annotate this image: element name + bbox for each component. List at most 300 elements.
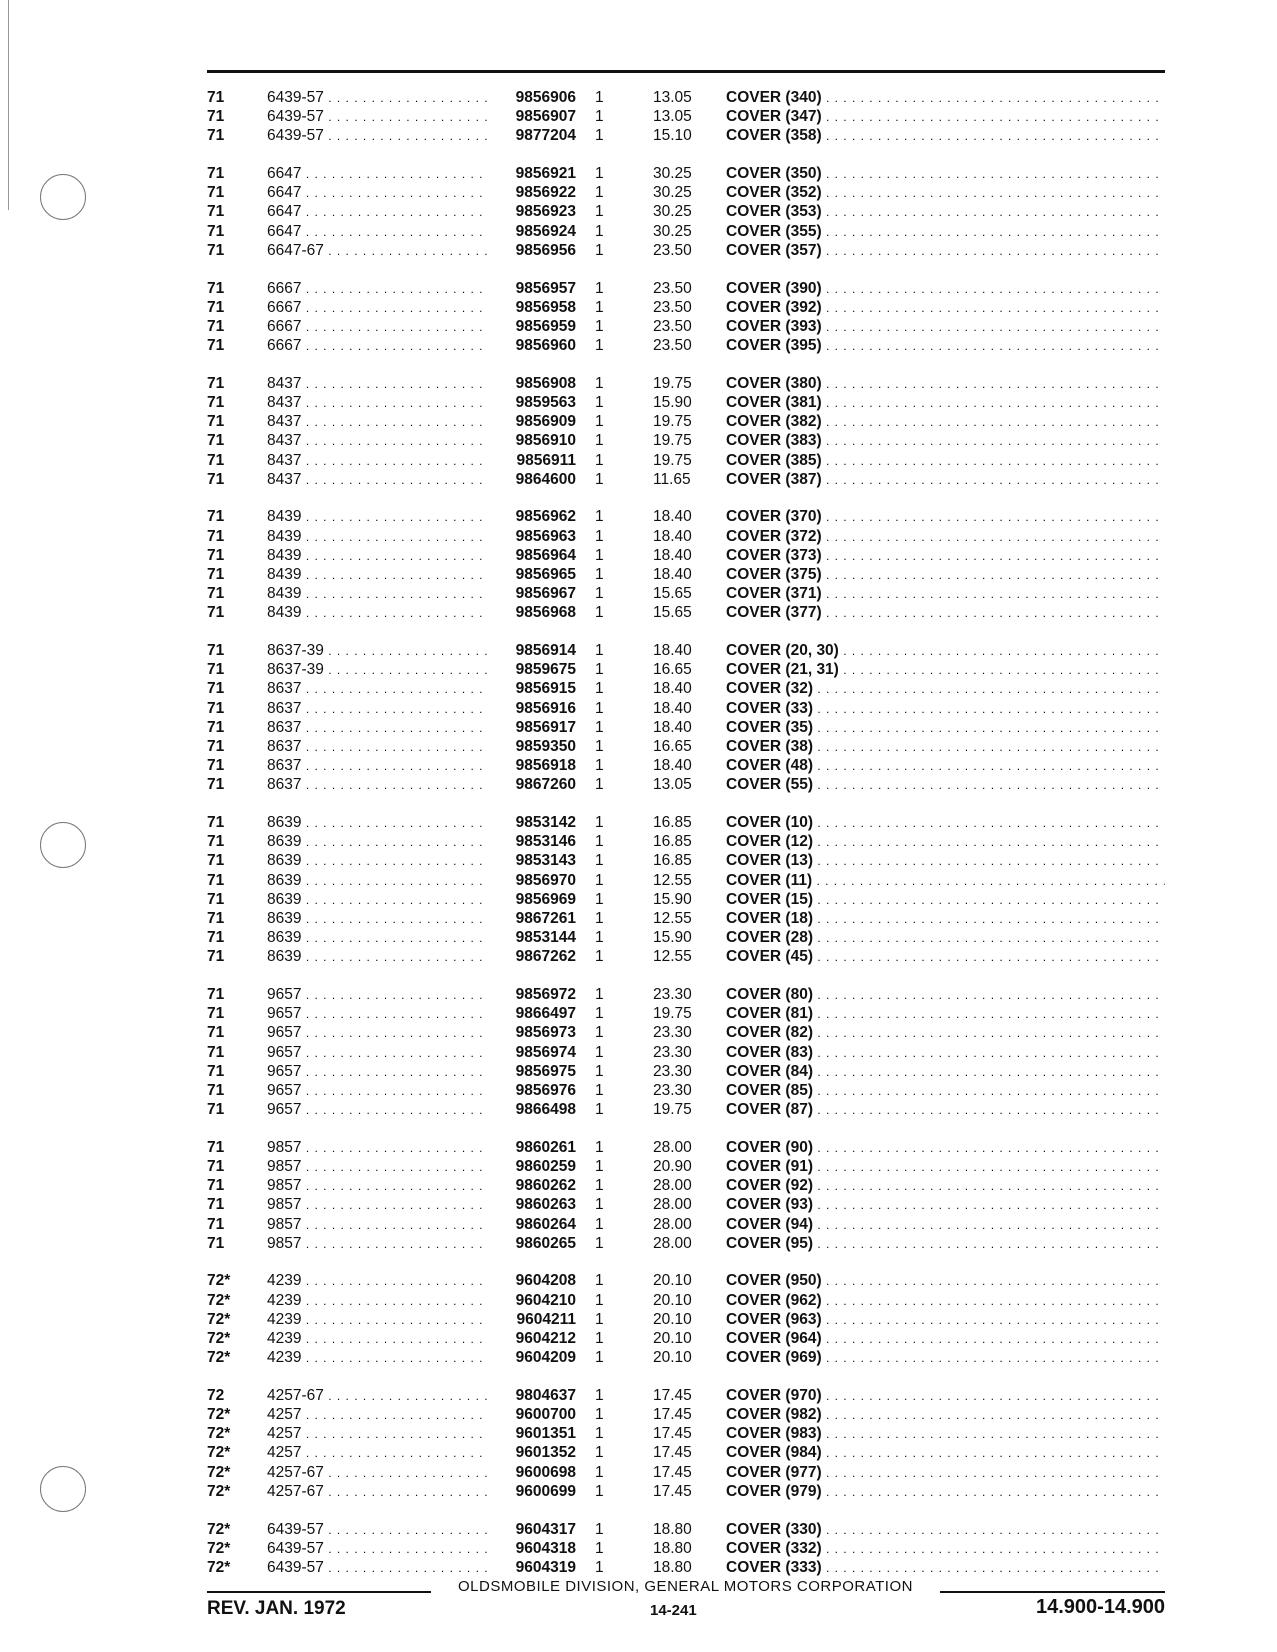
model-year: 72* [207, 1482, 231, 1500]
part-number: 9604212 [492, 1329, 576, 1348]
part-description: COVER (983) . . . [726, 1424, 1165, 1444]
body-style: 9657 . . . [267, 985, 489, 1005]
table-row [207, 507, 1165, 526]
quantity: 1 [595, 986, 604, 1003]
table-row [207, 546, 1165, 565]
part-description: COVER (38) . . . [726, 737, 1165, 757]
body-style: 8437 . . . [267, 431, 489, 451]
model-year: 71 [207, 929, 225, 947]
quantity: 1 [595, 1234, 604, 1252]
part-description: COVER (390) . . . [726, 279, 1165, 299]
part-number: 9856909 [492, 412, 576, 431]
binder-hole-middle [40, 822, 86, 868]
table-row [207, 660, 1165, 679]
model-year: 72* [207, 1330, 231, 1347]
table-row [207, 718, 1165, 737]
table-row [207, 107, 1165, 126]
part-number: 9860263 [492, 1195, 576, 1214]
list-price: 15.90 [653, 929, 692, 947]
list-price: 18.40 [653, 680, 692, 698]
quantity: 1 [595, 222, 604, 240]
model-year: 71 [207, 317, 225, 335]
part-number: 9856906 [492, 88, 576, 107]
part-number: 9856959 [492, 317, 576, 336]
part-number: 9856957 [492, 279, 576, 298]
corporation-name: OLDSMOBILE DIVISION, GENERAL MOTORS CORPORATION [458, 1578, 913, 1595]
part-description: COVER (357) . . . [726, 241, 1165, 261]
parts-group [207, 507, 1165, 622]
model-year: 71 [207, 184, 225, 202]
table-row [207, 1463, 1165, 1482]
list-price: 23.30 [653, 1024, 692, 1042]
model-year: 71 [207, 986, 225, 1003]
list-price: 30.25 [653, 203, 692, 221]
part-description: COVER (18) . . . [726, 909, 1165, 929]
quantity: 1 [595, 508, 604, 526]
part-number: 9860265 [492, 1234, 576, 1253]
list-price: 19.75 [653, 374, 692, 392]
list-price: 11.65 [653, 470, 691, 488]
quantity: 1 [595, 1291, 604, 1309]
part-number: 9860264 [492, 1215, 576, 1234]
body-style: 8639 . . . [267, 890, 489, 910]
body-style: 9657 . . . [267, 1081, 489, 1101]
body-style: 9857 . . . [267, 1138, 489, 1158]
quantity: 1 [595, 604, 604, 622]
table-row [207, 164, 1165, 183]
table-row [207, 890, 1165, 909]
list-price: 19.75 [653, 1005, 692, 1023]
part-description: COVER (358) . . . [726, 126, 1165, 146]
table-row [207, 985, 1165, 1004]
quantity: 1 [595, 929, 604, 947]
list-price: 18.40 [653, 642, 692, 659]
list-price: 16.85 [653, 833, 692, 851]
part-description: COVER (371) . . . [726, 584, 1165, 604]
table-row [207, 1195, 1165, 1214]
part-description: COVER (332) . . . [726, 1539, 1165, 1559]
model-year: 71 [207, 1138, 225, 1156]
list-price: 23.30 [653, 1081, 692, 1099]
body-style: 9857 . . . [267, 1195, 489, 1215]
body-style: 8637 . . . [267, 775, 489, 795]
part-description: COVER (353) . . . [726, 202, 1165, 222]
quantity: 1 [595, 203, 604, 221]
part-description: COVER (33) . . . [726, 699, 1165, 719]
model-year: 71 [207, 1234, 225, 1252]
body-style: 9657 . . . [267, 1100, 489, 1120]
body-style: 6647-67 . . . [267, 241, 489, 261]
part-number: 9856911 [492, 451, 576, 470]
quantity: 1 [595, 432, 604, 450]
part-number: 9853142 [492, 813, 576, 832]
body-style: 9857 . . . [267, 1234, 489, 1254]
list-price: 17.45 [653, 1406, 692, 1424]
table-row [207, 737, 1165, 756]
part-number: 9856924 [492, 222, 576, 241]
model-year: 72 [207, 1386, 225, 1404]
part-number: 9856918 [492, 756, 576, 775]
parts-list [207, 88, 1165, 1596]
part-description: COVER (970) . . . [726, 1386, 1165, 1406]
part-description: COVER (372) . . . [726, 527, 1165, 547]
list-price: 18.80 [653, 1558, 692, 1576]
model-year: 72* [207, 1272, 231, 1290]
part-number: 9859563 [492, 393, 576, 412]
table-row [207, 222, 1165, 241]
body-style: 8639 . . . [267, 947, 489, 967]
quantity: 1 [595, 1158, 604, 1175]
body-style: 8437 . . . [267, 393, 489, 413]
part-number: 9856915 [492, 679, 576, 698]
quantity: 1 [595, 1386, 604, 1404]
list-price: 30.25 [653, 165, 692, 183]
part-number: 9877204 [492, 126, 576, 145]
model-year: 71 [207, 1101, 225, 1119]
model-year: 71 [207, 241, 225, 259]
part-number: 9866497 [492, 1004, 576, 1023]
quantity: 1 [595, 374, 604, 392]
body-style: 8439 . . . [267, 565, 489, 585]
table-row [207, 126, 1165, 145]
part-number: 9866498 [492, 1100, 576, 1119]
table-row [207, 775, 1165, 794]
part-number: 9856907 [492, 107, 576, 126]
list-price: 20.10 [653, 1272, 692, 1290]
model-year: 71 [207, 470, 225, 488]
quantity: 1 [595, 1539, 604, 1557]
table-row [207, 851, 1165, 870]
body-style: 8437 . . . [267, 374, 489, 394]
body-style: 8639 . . . [267, 832, 489, 852]
list-price: 23.30 [653, 1043, 692, 1061]
body-style: 6439-57 . . . [267, 107, 489, 127]
part-number: 9604211 [492, 1310, 576, 1329]
quantity: 1 [595, 1272, 604, 1290]
quantity: 1 [595, 909, 604, 927]
model-year: 71 [207, 374, 225, 392]
body-style: 8639 . . . [267, 851, 489, 871]
model-year: 71 [207, 337, 225, 355]
part-description: COVER (979) . . . [726, 1482, 1165, 1502]
part-number: 9601352 [492, 1443, 576, 1462]
quantity: 1 [595, 279, 604, 297]
quantity: 1 [595, 1101, 604, 1119]
part-number: 9856976 [492, 1081, 576, 1100]
part-description: COVER (395) . . . [726, 336, 1165, 356]
quantity: 1 [595, 565, 604, 583]
quantity: 1 [595, 1444, 604, 1462]
part-description: COVER (84) . . . [726, 1062, 1165, 1082]
part-number: 9856969 [492, 890, 576, 909]
table-row [207, 1424, 1165, 1443]
body-style: 4257 . . . [267, 1405, 489, 1425]
table-row [207, 1405, 1165, 1424]
part-number: 9856972 [492, 985, 576, 1004]
list-price: 17.45 [653, 1386, 692, 1404]
part-description: COVER (55) . . . [726, 775, 1165, 795]
table-row [207, 603, 1165, 622]
table-row [207, 1234, 1165, 1253]
binder-hole-top [40, 174, 86, 220]
part-number: 9856973 [492, 1023, 576, 1042]
part-description: COVER (87) . . . [726, 1100, 1165, 1120]
quantity: 1 [595, 1196, 604, 1214]
part-description: COVER (982) . . . [726, 1405, 1165, 1425]
quantity: 1 [595, 1330, 604, 1347]
table-row [207, 1138, 1165, 1157]
model-year: 71 [207, 909, 225, 927]
body-style: 8637 . . . [267, 699, 489, 719]
quantity: 1 [595, 241, 604, 259]
body-style: 4239 . . . [267, 1348, 489, 1368]
top-rule [207, 70, 1165, 73]
part-number: 9604209 [492, 1348, 576, 1367]
list-price: 19.75 [653, 432, 692, 450]
part-number: 9856916 [492, 699, 576, 718]
model-year: 71 [207, 890, 225, 908]
quantity: 1 [595, 757, 604, 775]
part-number: 9604317 [492, 1520, 576, 1539]
part-description: COVER (13) . . . [726, 851, 1165, 871]
model-year: 71 [207, 699, 225, 717]
part-number: 9604208 [492, 1271, 576, 1290]
body-style: 6647 . . . [267, 183, 489, 203]
part-description: COVER (91) . . . [726, 1157, 1165, 1177]
parts-group [207, 88, 1165, 146]
table-row [207, 393, 1165, 412]
quantity: 1 [595, 108, 604, 126]
part-description: COVER (977) . . . [726, 1463, 1165, 1483]
model-year: 71 [207, 1215, 225, 1233]
table-row [207, 1443, 1165, 1462]
part-number: 9867261 [492, 909, 576, 928]
part-number: 9856956 [492, 241, 576, 260]
part-number: 9856923 [492, 202, 576, 221]
model-year: 71 [207, 604, 225, 622]
table-row [207, 317, 1165, 336]
body-style: 4239 . . . [267, 1329, 489, 1349]
list-price: 28.00 [653, 1234, 692, 1252]
model-year: 71 [207, 1005, 225, 1023]
model-year: 71 [207, 203, 225, 221]
model-year: 71 [207, 585, 225, 603]
body-style: 9657 . . . [267, 1004, 489, 1024]
table-row [207, 1520, 1165, 1539]
list-price: 23.30 [653, 1062, 692, 1080]
body-style: 6439-57 . . . [267, 1558, 489, 1578]
list-price: 18.80 [653, 1520, 692, 1538]
table-row [207, 832, 1165, 851]
table-row [207, 584, 1165, 603]
body-style: 8637-39 . . . [267, 641, 489, 661]
body-style: 4257 . . . [267, 1443, 489, 1463]
table-row [207, 1004, 1165, 1023]
part-description: COVER (355) . . . [726, 222, 1165, 242]
part-description: COVER (92) . . . [726, 1176, 1165, 1196]
body-style: 6667 . . . [267, 336, 489, 356]
quantity: 1 [595, 948, 604, 966]
body-style: 6647 . . . [267, 222, 489, 242]
list-price: 16.85 [653, 852, 692, 870]
list-price: 23.50 [653, 241, 692, 259]
quantity: 1 [595, 546, 604, 564]
part-number: 9856968 [492, 603, 576, 622]
part-number: 9856962 [492, 507, 576, 526]
model-year: 71 [207, 1196, 225, 1214]
body-style: 8637 . . . [267, 679, 489, 699]
model-year: 72* [207, 1406, 231, 1424]
model-year: 71 [207, 737, 225, 755]
list-price: 16.85 [653, 814, 692, 831]
table-row [207, 183, 1165, 202]
quantity: 1 [595, 1520, 604, 1538]
model-year: 71 [207, 165, 225, 183]
part-number: 9853146 [492, 832, 576, 851]
part-description: COVER (15) . . . [726, 890, 1165, 910]
part-description: COVER (964) . . . [726, 1329, 1165, 1349]
table-row [207, 298, 1165, 317]
table-row [207, 679, 1165, 698]
part-number: 9856960 [492, 336, 576, 355]
part-description: COVER (969) . . . [726, 1348, 1165, 1368]
list-price: 17.45 [653, 1444, 692, 1462]
body-style: 9857 . . . [267, 1176, 489, 1196]
parts-group [207, 1271, 1165, 1367]
part-description: COVER (350) . . . [726, 164, 1165, 184]
table-row [207, 1081, 1165, 1100]
table-row [207, 947, 1165, 966]
model-year: 72* [207, 1520, 231, 1538]
quantity: 1 [595, 89, 604, 106]
model-year: 71 [207, 565, 225, 583]
quantity: 1 [595, 1482, 604, 1500]
quantity: 1 [595, 1406, 604, 1424]
model-year: 71 [207, 661, 225, 679]
part-description: COVER (340) . . . [726, 88, 1165, 108]
quantity: 1 [595, 298, 604, 316]
body-style: 9657 . . . [267, 1062, 489, 1082]
part-description: COVER (352) . . . [726, 183, 1165, 203]
part-description: COVER (381) . . . [726, 393, 1165, 413]
quantity: 1 [595, 718, 604, 736]
table-row [207, 202, 1165, 221]
quantity: 1 [595, 776, 604, 794]
quantity: 1 [595, 737, 604, 755]
list-price: 13.05 [653, 776, 692, 794]
list-price: 18.40 [653, 757, 692, 775]
table-row [207, 431, 1165, 450]
body-style: 4239 . . . [267, 1310, 489, 1330]
model-year: 71 [207, 852, 225, 870]
quantity: 1 [595, 642, 604, 659]
model-year: 71 [207, 1081, 225, 1099]
part-description: COVER (330) . . . [726, 1520, 1165, 1540]
model-year: 71 [207, 279, 225, 297]
model-year: 72* [207, 1444, 231, 1462]
table-row [207, 279, 1165, 298]
model-year: 71 [207, 757, 225, 775]
list-price: 15.90 [653, 393, 692, 411]
part-description: COVER (81) . . . [726, 1004, 1165, 1024]
part-description: COVER (28) . . . [726, 928, 1165, 948]
revision-date: REV. JAN. 1972 [207, 1598, 346, 1619]
table-row [207, 1176, 1165, 1195]
part-number: 9856910 [492, 431, 576, 450]
page-number: 14-241 [650, 1602, 697, 1619]
part-number: 9859350 [492, 737, 576, 756]
quantity: 1 [595, 1062, 604, 1080]
part-number: 9600700 [492, 1405, 576, 1424]
quantity: 1 [595, 413, 604, 431]
table-row [207, 641, 1165, 660]
list-price: 16.65 [653, 661, 692, 679]
part-number: 9860262 [492, 1176, 576, 1195]
list-price: 23.30 [653, 986, 692, 1003]
list-price: 20.10 [653, 1330, 692, 1347]
table-row [207, 451, 1165, 470]
quantity: 1 [595, 1215, 604, 1233]
footer-rule-right [940, 1591, 1165, 1593]
table-row [207, 1558, 1165, 1577]
part-description: COVER (85) . . . [726, 1081, 1165, 1101]
part-description: COVER (382) . . . [726, 412, 1165, 432]
part-description: COVER (393) . . . [726, 317, 1165, 337]
table-row [207, 374, 1165, 393]
table-row [207, 412, 1165, 431]
model-year: 71 [207, 680, 225, 698]
quantity: 1 [595, 1558, 604, 1576]
list-price: 13.05 [653, 108, 692, 126]
list-price: 15.65 [653, 604, 692, 622]
table-row [207, 909, 1165, 928]
part-description: COVER (347) . . . [726, 107, 1165, 127]
table-row [207, 241, 1165, 260]
part-number: 9604210 [492, 1291, 576, 1310]
body-style: 9857 . . . [267, 1157, 489, 1177]
table-row [207, 1100, 1165, 1119]
table-row [207, 1271, 1165, 1290]
model-year: 72* [207, 1463, 231, 1481]
quantity: 1 [595, 585, 604, 603]
list-price: 18.40 [653, 508, 692, 526]
table-row [207, 565, 1165, 584]
quantity: 1 [595, 470, 604, 488]
part-number: 9856963 [492, 527, 576, 546]
list-price: 13.05 [653, 89, 692, 106]
part-description: COVER (387) . . . [726, 470, 1165, 490]
part-description: COVER (984) . . . [726, 1443, 1165, 1463]
list-price: 12.55 [653, 909, 692, 927]
part-description: COVER (370) . . . [726, 507, 1165, 527]
part-number: 9856975 [492, 1062, 576, 1081]
body-style: 8439 . . . [267, 546, 489, 566]
body-style: 8437 . . . [267, 451, 489, 471]
table-row [207, 1310, 1165, 1329]
body-style: 8439 . . . [267, 507, 489, 527]
part-number: 9600699 [492, 1482, 576, 1501]
quantity: 1 [595, 661, 604, 679]
body-style: 6439-57 . . . [267, 126, 489, 146]
parts-group [207, 1520, 1165, 1578]
part-description: COVER (11) . . . [726, 871, 1165, 891]
body-style: 4257 . . . [267, 1424, 489, 1444]
part-number: 9856958 [492, 298, 576, 317]
part-number: 9864600 [492, 470, 576, 489]
part-description: COVER (82) . . . [726, 1023, 1165, 1043]
table-row [207, 1386, 1165, 1405]
body-style: 8639 . . . [267, 909, 489, 929]
